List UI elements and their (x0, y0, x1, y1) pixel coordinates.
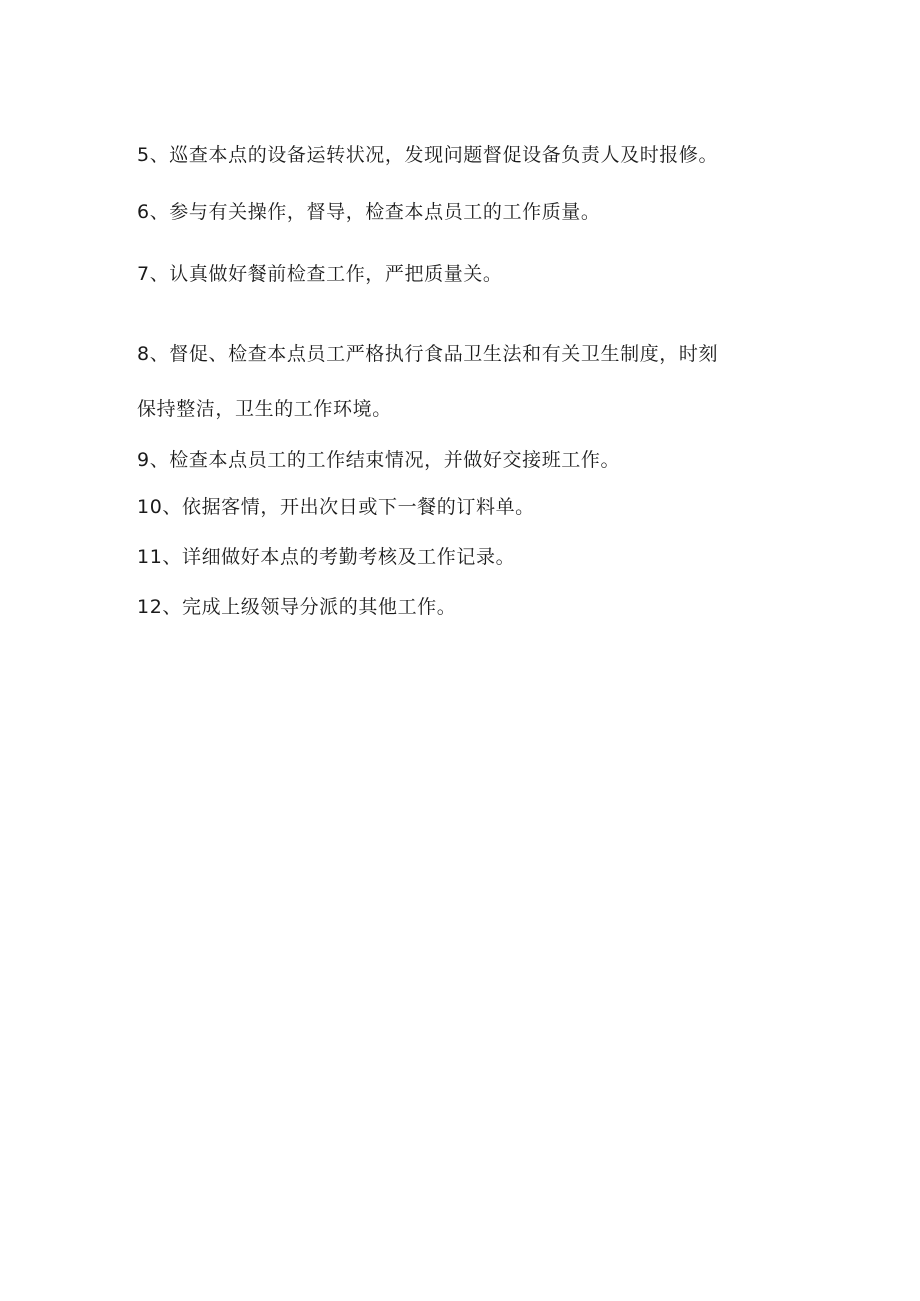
duty-item-8-continued: 保持整洁，卫生的工作环境。 (137, 398, 392, 420)
duty-item-11: 11、详细做好本点的考勤考核及工作记录。 (137, 546, 516, 568)
duty-item-12: 12、完成上级领导分派的其他工作。 (137, 596, 457, 618)
duty-item-8: 8、督促、检查本点员工严格执行食品卫生法和有关卫生制度，时刻 (137, 343, 719, 365)
duty-item-10: 10、依据客情，开出次日或下一餐的订料单。 (137, 496, 535, 518)
duty-item-5: 5、巡查本点的设备运转状况，发现问题督促设备负责人及时报修。 (137, 144, 719, 166)
duty-item-9: 9、检查本点员工的工作结束情况，并做好交接班工作。 (137, 449, 621, 471)
duty-item-7: 7、认真做好餐前检查工作，严把质量关。 (137, 263, 503, 285)
duty-item-6: 6、参与有关操作，督导，检查本点员工的工作质量。 (137, 201, 601, 223)
